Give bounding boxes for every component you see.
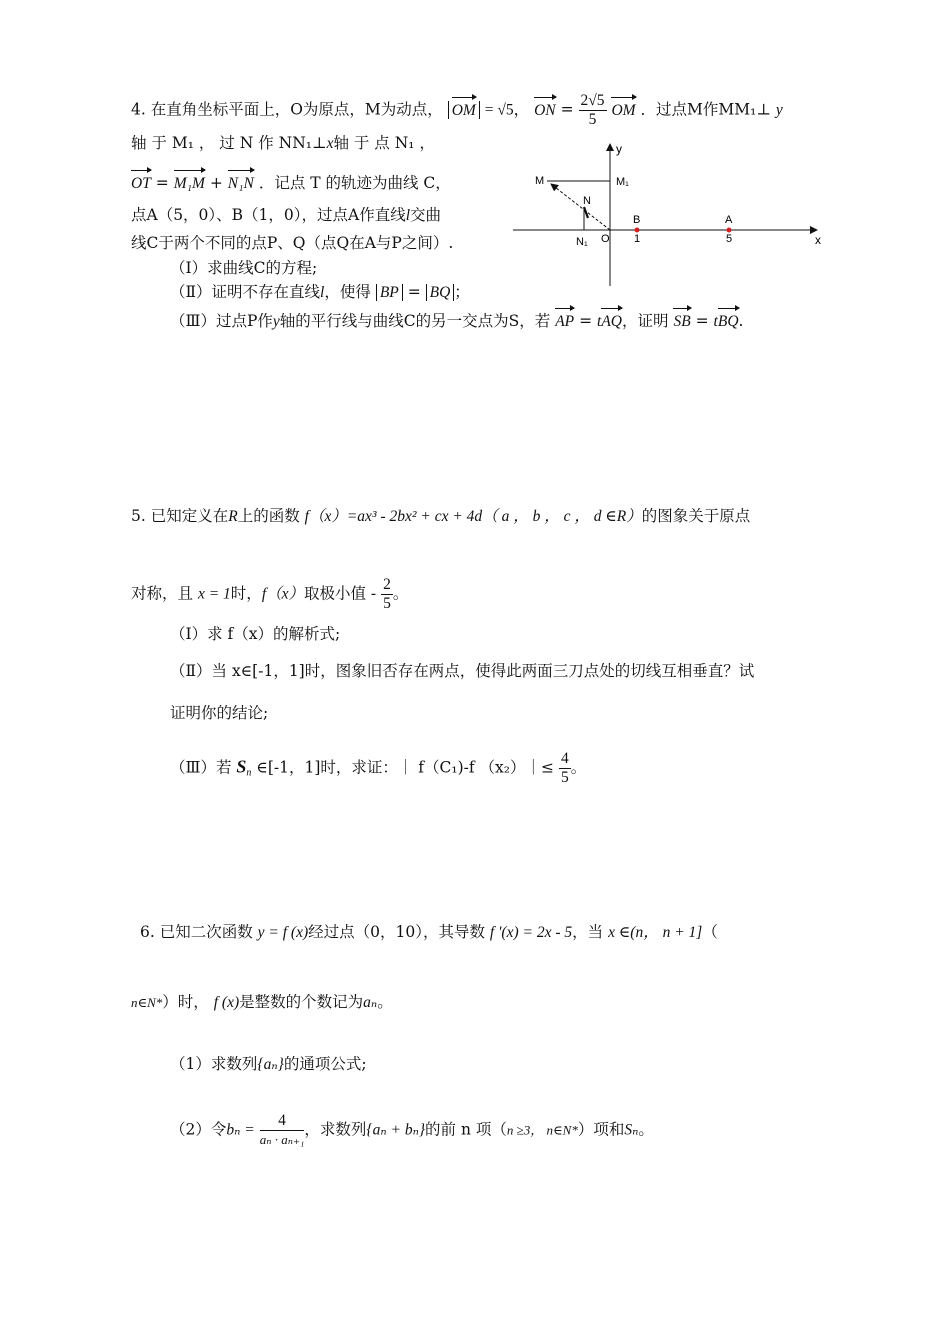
- bn-eq: bₙ =: [226, 1121, 255, 1139]
- om-vector-2: OM: [611, 95, 635, 122]
- t-var: t: [713, 313, 718, 330]
- derivative: f '(x) = 2x - 5: [489, 924, 573, 941]
- p4-text: ．记点 T 的轨迹为曲线 C，: [258, 174, 451, 192]
- abs-bq: BQ: [426, 284, 455, 301]
- eq: =: [695, 312, 709, 330]
- s-n: Sₙ: [624, 1121, 639, 1139]
- p5-text: 。: [570, 758, 587, 777]
- sb-vector: SB: [673, 306, 690, 333]
- p6-text: 6. 已知二次函数: [140, 923, 253, 941]
- p6-text: （2）令: [170, 1120, 227, 1139]
- x-var: x: [326, 135, 334, 152]
- abs-bp: BP: [376, 284, 403, 301]
- p5-text: 5. 已知定义在: [131, 507, 229, 525]
- p6-line1: [140, 921, 718, 944]
- p5-text: 上的函数: [237, 507, 300, 525]
- y-var: y: [272, 313, 280, 330]
- interval: x ∈(n， n + 1]: [608, 924, 703, 941]
- p4-text: （Ⅲ）过点P作: [170, 312, 273, 330]
- n1n-vector: N₁N: [228, 168, 254, 195]
- p4-text: 线C于两个不同的点P、Q（点Q在A与P之间）.: [131, 234, 454, 252]
- m1-label: M₁: [616, 176, 629, 188]
- m-label: M: [535, 175, 545, 187]
- p4-part3: [170, 306, 743, 333]
- coordinate-figure: [505, 138, 825, 290]
- frac-den: 5: [383, 595, 391, 612]
- cubic-expr: =ax³ - 2bx² + cx + 4d: [346, 508, 483, 525]
- p4-line4: [131, 204, 441, 227]
- p6-text: 经过点（0，10），其导数: [308, 923, 485, 941]
- frac-2-5: [381, 576, 393, 613]
- m1m-vector: M₁M: [174, 168, 205, 195]
- set-an: {aₙ}: [257, 1056, 284, 1073]
- p4-line2: [131, 132, 435, 155]
- p6-text: 是整数的个数记为: [239, 993, 364, 1011]
- p6-text: ，当: [572, 923, 604, 941]
- p5-part1: [170, 623, 340, 645]
- t-var: t: [597, 313, 602, 330]
- frac-num: 4: [260, 1112, 305, 1131]
- l-var: l: [320, 284, 325, 301]
- aq-vector: AQ: [601, 306, 622, 333]
- s-sub: n: [246, 767, 252, 779]
- p6-part2: [170, 1112, 654, 1149]
- y-axis-label: y: [616, 142, 622, 156]
- n1-label: N₁: [576, 236, 588, 248]
- p5-part2-cont: [170, 702, 268, 724]
- p4-text: ，证明: [622, 312, 669, 330]
- om-vector: OM: [452, 95, 476, 122]
- p5-part2: [170, 660, 754, 682]
- l-var: l: [405, 207, 411, 224]
- om-dashed-line: [551, 184, 610, 230]
- p6-text: ）时，: [162, 993, 209, 1011]
- p5-part3: [170, 750, 586, 787]
- frac-num: 2√5: [580, 92, 605, 109]
- p5-text: 。: [392, 584, 409, 603]
- p5-text: 对称，且: [131, 584, 194, 603]
- p5-text: （Ⅲ）若: [170, 758, 232, 777]
- x-eq-1: x = 1: [197, 585, 231, 603]
- p4-text: 点A（5，0）、B（1，0），过点A作直线: [131, 206, 406, 224]
- p5-text: 取极小值 -: [304, 584, 377, 603]
- y-var: y: [775, 101, 783, 119]
- p4-text: （Ⅱ）证明不存在直线: [170, 283, 321, 301]
- om-abs: [448, 101, 480, 119]
- p4-line1: [131, 92, 783, 129]
- frac-2sqrt5-5: [579, 92, 607, 129]
- params: （ a ， b ， c ， d ∈R）: [482, 508, 642, 525]
- frac-den: aₙ · aₙ₊₁: [259, 1132, 305, 1147]
- p5-line1: [131, 505, 750, 528]
- on-vector: ON: [534, 95, 556, 122]
- p4-text: 轴 于 M₁ ， 过 N 作 NN₁⊥: [131, 134, 327, 152]
- p4-text: 交曲: [410, 206, 442, 224]
- origin-label: O: [601, 233, 610, 245]
- bq-vector: BQ: [718, 306, 739, 333]
- frac-den: 5: [588, 111, 597, 128]
- p6-text: （1）求数列: [170, 1055, 258, 1073]
- x-axis-label: x: [815, 233, 821, 247]
- f-of-x: f（x）: [261, 585, 304, 603]
- p6-text: ）项和: [577, 1120, 625, 1139]
- p6-text: ，求数列: [304, 1120, 367, 1139]
- p4-line3: [131, 168, 451, 195]
- p6-text: 。: [638, 1120, 654, 1139]
- ot-vector: OT: [131, 168, 151, 195]
- fx-eq: y = f (x): [257, 924, 309, 941]
- frac-4-anan1: [260, 1112, 305, 1149]
- p5-text: 时，: [230, 584, 262, 603]
- n-in-N: n∈N*: [131, 995, 163, 1010]
- frac-num: 4: [560, 750, 569, 767]
- on-arrow: [584, 207, 588, 218]
- f-of-x: f（x）: [304, 508, 347, 525]
- p5-line2: [131, 576, 408, 613]
- p6-text: 的前 n 项（: [425, 1120, 507, 1139]
- s-var: S: [236, 756, 247, 777]
- eq: =: [155, 174, 169, 192]
- frac-den: 5: [560, 769, 569, 786]
- n-label: N: [583, 195, 591, 207]
- ap-vector: AP: [555, 306, 574, 333]
- p5-text: ∈[-1，1]时，求证：｜ f（C₁)-f （x₂）｜≤: [256, 758, 555, 777]
- set-an-bn: {aₙ + bₙ}: [366, 1121, 426, 1139]
- p5-part1-text: （Ⅰ）求 f（x）的解析式;: [170, 625, 341, 643]
- a-label: A: [725, 214, 733, 226]
- fx: f (x): [213, 994, 240, 1011]
- p4-part2: [170, 281, 470, 304]
- p4-text: 轴 于 点 N₁ ，: [333, 134, 435, 152]
- point-a: [727, 228, 732, 233]
- sqrt5: = √5: [484, 101, 514, 119]
- p6-text: 的通项公式;: [283, 1055, 367, 1073]
- comma: ，: [513, 100, 530, 119]
- p6-line2: [131, 991, 393, 1014]
- frac-4-5: [559, 750, 571, 787]
- period: .: [738, 312, 744, 330]
- p4-part1: [170, 257, 317, 279]
- p6-text: （: [702, 923, 718, 941]
- r-var: R: [228, 508, 238, 525]
- tick-5: 5: [726, 233, 733, 245]
- eq: =: [579, 312, 593, 330]
- p5-part2-cont-text: 证明你的结论;: [170, 704, 269, 722]
- p4-line5: [131, 232, 453, 254]
- p4-text: 轴的平行线与曲线C的另一交点为S，若: [279, 312, 551, 330]
- p6-text: 。: [377, 993, 393, 1011]
- eq: =: [407, 283, 421, 301]
- p4-part1-text: （Ⅰ）求曲线C的方程;: [170, 259, 318, 277]
- a-n: aₙ: [363, 994, 378, 1011]
- p4-text: ，使得: [324, 283, 371, 301]
- p4-text: 4. 在直角坐标平面上，O为原点，M为动点，: [131, 100, 443, 119]
- frac-num: 2: [383, 576, 391, 593]
- b-label: B: [633, 214, 641, 226]
- p5-text: 的图象关于原点: [641, 507, 751, 525]
- p5-part2-text: （Ⅱ）当 x∈[-1，1]时，图象旧否存在两点，使得此两面三刀点处的切线互相垂直？试: [170, 662, 755, 680]
- point-b: [635, 228, 640, 233]
- eq: =: [560, 100, 574, 119]
- p4-text: ；: [454, 283, 470, 301]
- condition: n ≥3， n∈N*: [506, 1122, 578, 1138]
- p6-part1: [170, 1053, 367, 1076]
- p4-text-2: ．过点M作MM₁⊥: [640, 100, 771, 119]
- plus: +: [209, 174, 223, 192]
- tick-1: 1: [634, 233, 641, 245]
